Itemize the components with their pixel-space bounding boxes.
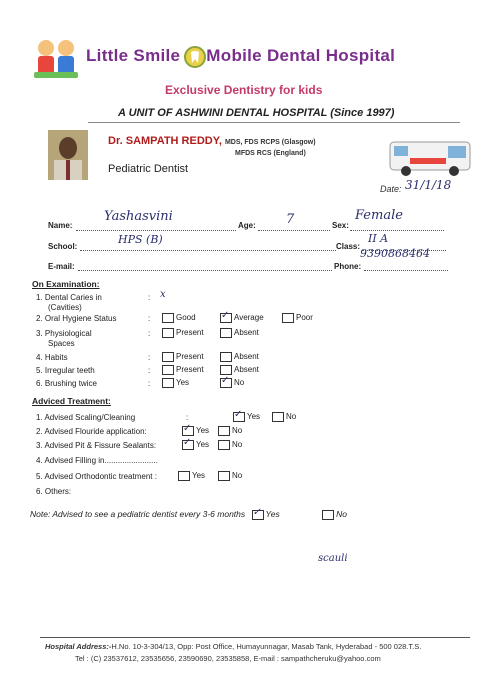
brushing-yes-checkbox[interactable] xyxy=(162,378,174,388)
colon: : xyxy=(148,293,151,302)
colon: : xyxy=(148,366,151,375)
name-line xyxy=(76,230,236,231)
sex-field[interactable]: Female xyxy=(355,208,403,223)
fluoride-no-checkbox[interactable] xyxy=(218,426,230,436)
treatment-heading: Adviced Treatment: xyxy=(32,396,111,406)
habits-absent-checkbox[interactable] xyxy=(220,352,232,362)
footer-address: Hospital Address:-H.No. 10-3-304/13, Opp: Post Office, Humayunnagar, Masab Tank, Hyderabad - 500 028.T.S. xyxy=(45,642,422,651)
habits-absent-option[interactable]: Absent xyxy=(220,352,259,362)
oral-good-option[interactable]: Good xyxy=(162,313,196,323)
ortho-yes-checkbox[interactable] xyxy=(178,471,190,481)
school-line xyxy=(80,250,336,251)
colon: : xyxy=(148,353,151,362)
note-no-checkbox[interactable] xyxy=(322,510,334,520)
oral-good-checkbox[interactable] xyxy=(162,313,174,323)
name-label: Name: xyxy=(48,221,73,230)
exam-item-caries: 1. Dental Caries in xyxy=(36,293,102,302)
habits-present-checkbox[interactable] xyxy=(162,352,174,362)
ortho-no-option[interactable]: No xyxy=(218,471,242,481)
footer-divider xyxy=(40,637,470,638)
colon: : xyxy=(148,314,151,323)
physio-present-checkbox[interactable] xyxy=(162,328,174,338)
sex-label: Sex: xyxy=(332,221,349,230)
followup-note: Note: Advised to see a pediatric dentist every 3-6 months ✓ Yes No xyxy=(30,509,347,520)
sex-line xyxy=(350,230,444,231)
oral-poor-option[interactable]: Poor xyxy=(282,313,313,323)
brushing-no-option[interactable]: ✓ No xyxy=(220,378,244,388)
age-line xyxy=(258,230,330,231)
irregular-present-option[interactable]: Present xyxy=(162,365,204,375)
school-label: School: xyxy=(48,242,78,251)
doctor-degrees: MFDS RCS (England) xyxy=(235,150,306,157)
email-label: E-mail: xyxy=(48,262,75,271)
footer-contact: Tel : (C) 23537612, 23535656, 23590690, 23535858, E-mail : sampathcheruku@yahoo.com xyxy=(75,654,381,663)
exam-item-habits: 4. Habits xyxy=(36,353,68,362)
scaling-yes-option[interactable]: ✓ Yes xyxy=(233,412,260,422)
doctor-name: Dr. SAMPATH REDDY, MDS, FDS RCPS (Glasgow) xyxy=(108,135,316,147)
tooth-logo-icon xyxy=(183,46,207,68)
tagline: Exclusive Dentistry for kids xyxy=(165,83,323,97)
scaling-no-option[interactable]: No xyxy=(272,412,296,422)
caries-value[interactable]: x xyxy=(160,289,166,300)
date-label: Date: xyxy=(380,184,402,194)
unit-line: A UNIT OF ASHWINI DENTAL HOSPITAL (Since 1997) xyxy=(118,107,395,119)
name-field[interactable]: Yashasvini xyxy=(104,209,173,224)
irregular-absent-option[interactable]: Absent xyxy=(220,365,259,375)
age-field[interactable]: 7 xyxy=(286,212,295,227)
mobile-bus-icon xyxy=(388,138,474,178)
irregular-present-checkbox[interactable] xyxy=(162,365,174,375)
ortho-yes-option[interactable]: Yes xyxy=(178,471,205,481)
treat-item-others[interactable]: 6. Others: xyxy=(36,487,72,496)
fluoride-no-option[interactable]: No xyxy=(218,426,242,436)
oral-average-checkbox[interactable] xyxy=(220,313,232,323)
oral-average-option[interactable]: ✓ Average xyxy=(220,313,264,323)
kids-logo-icon xyxy=(30,38,82,80)
sealants-yes-checkbox[interactable] xyxy=(182,440,194,450)
hospital-title: Little Smile Mobile Dental Hospital xyxy=(86,46,396,65)
treat-item-fluoride: 2. Advised Flouride application: xyxy=(36,427,147,436)
ortho-no-checkbox[interactable] xyxy=(218,471,230,481)
note-yes-checkbox[interactable] xyxy=(252,510,264,520)
phone-field[interactable]: 9390868464 xyxy=(360,247,430,260)
fluoride-yes-option[interactable]: ✓ Yes xyxy=(182,426,209,436)
exam-item-brushing: 6. Brushing twice xyxy=(36,379,97,388)
oral-poor-checkbox[interactable] xyxy=(282,313,294,323)
scaling-no-checkbox[interactable] xyxy=(272,412,284,422)
exam-item-physiological-sub: Spaces xyxy=(48,339,75,348)
sealants-no-option[interactable]: No xyxy=(218,440,242,450)
colon: : xyxy=(148,379,151,388)
colon: : xyxy=(148,329,151,338)
phone-line xyxy=(364,270,448,271)
school-field[interactable]: HPS (B) xyxy=(118,233,163,246)
treat-item-filling[interactable]: 4. Advised Filling in........................ xyxy=(36,456,158,465)
irregular-absent-checkbox[interactable] xyxy=(220,365,232,375)
exam-item-physiological: 3. Physiological xyxy=(36,329,92,338)
email-field[interactable] xyxy=(78,270,332,271)
age-label: Age: xyxy=(238,221,256,230)
signature: scauli xyxy=(318,553,348,564)
scaling-yes-checkbox[interactable] xyxy=(233,412,245,422)
exam-item-oral-hygiene: 2. Oral Hygiene Status xyxy=(36,314,117,323)
treat-item-scaling: 1. Advised Scaling/Cleaning xyxy=(36,413,136,422)
doctor-photo xyxy=(48,130,88,180)
exam-item-caries-sub: (Cavities) xyxy=(48,303,82,312)
brushing-yes-option[interactable]: Yes xyxy=(162,378,189,388)
treat-item-sealants: 3. Advised Pit & Fissure Sealants: xyxy=(36,441,157,450)
sealants-yes-option[interactable]: ✓ Yes xyxy=(182,440,209,450)
habits-present-option[interactable]: Present xyxy=(162,352,204,362)
phone-label: Phone: xyxy=(334,262,362,271)
examination-heading: On Examination: xyxy=(32,279,100,289)
brushing-no-checkbox[interactable] xyxy=(220,378,232,388)
class-label: Class: xyxy=(336,242,361,251)
physio-absent-checkbox[interactable] xyxy=(220,328,232,338)
fluoride-yes-checkbox[interactable] xyxy=(182,426,194,436)
class-field[interactable]: II A xyxy=(368,232,389,245)
colon: : xyxy=(186,413,189,422)
doctor-role: Pediatric Dentist xyxy=(108,163,189,175)
sealants-no-checkbox[interactable] xyxy=(218,440,230,450)
date-value[interactable]: 31/1/18 xyxy=(405,178,452,192)
treat-item-orthodontic: 5. Advised Orthodontic treatment : xyxy=(36,472,157,481)
physio-present-option[interactable]: Present xyxy=(162,328,204,338)
physio-absent-option[interactable]: Absent xyxy=(220,328,259,338)
exam-item-irregular: 5. Irregular teeth xyxy=(36,366,95,375)
header-divider xyxy=(88,122,460,123)
